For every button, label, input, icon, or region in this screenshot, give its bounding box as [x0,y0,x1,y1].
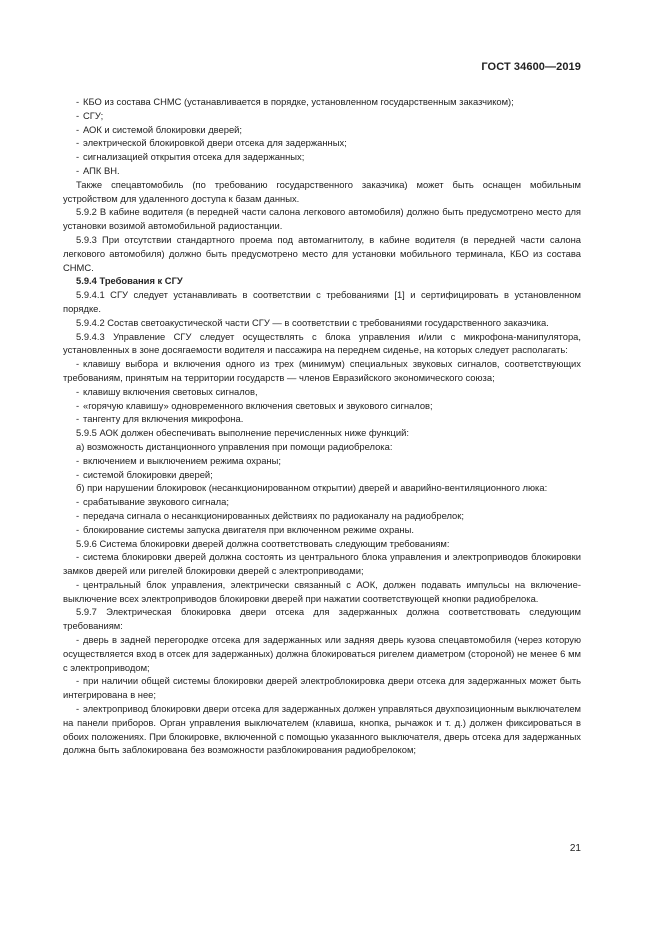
list-item-text: при наличии общей системы блокировки дверей электроблокировка двери отсека для задержанных может быть интегрирована в нее; [63,675,581,701]
list-dash: - [76,109,80,121]
list-dash: - [76,151,80,163]
list-dash: - [76,468,80,480]
paragraph: 5.9.7 Электрическая блокировка двери отсека для задержанных должна соответствовать следующим требованиям: [63,606,581,632]
list-item [63,550,581,578]
list-item [63,399,581,413]
list-item [63,674,581,702]
list-item [63,164,581,178]
list-item-text: передача сигнала о несанкционированных действиях по радиоканалу на радиобрелок; [83,509,464,521]
list-dash: - [76,454,80,466]
list-item [63,633,581,674]
paragraph: 5.9.2 В кабине водителя (в передней части салона легкового автомобиля) должно быть предусмотрено место для установки возимой автомобильной радиостанции. [63,206,581,232]
paragraph: б) при нарушении блокировок (несанкционированном открытии) дверей и аварийно-вентиляционного люка: [76,482,548,494]
list-dash: - [76,578,80,590]
list-item-text: клавишу включения световых сигналов, [83,385,258,397]
paragraph: 5.9.3 При отсутствии стандартного проема под автомагнитолу, в кабине водителя (в передней части салона легкового автомобиля) должно быть предусмотрено место для установки мобильного терминала, КБО из состава СНМС. [63,233,581,273]
list-item-text: срабатывание звукового сигнала; [83,496,229,508]
list-item-text: сигнализацией открытия отсека для задержанных; [83,151,305,163]
list-dash: - [76,634,80,646]
list-dash: - [76,703,80,715]
paragraph: 5.9.6 Система блокировки дверей должна соответствовать следующим требованиям: [76,537,450,549]
standard-header: ГОСТ 34600—2019 [481,61,581,73]
list-dash: - [76,675,80,687]
list-item-text: блокирование системы запуска двигателя при включенном режиме охраны. [83,523,414,535]
list-item [63,578,581,606]
list-dash: - [76,164,80,176]
list-item-text: клавишу выбора и включения одного из трех (минимум) специальных звуковых сигналов, соответствующих требованиям, принятым на территории государств — членов Евразийского экономического союза; [63,358,581,383]
list-item [63,95,581,109]
list-item [63,123,581,137]
list-dash: - [76,509,80,521]
paragraph: а) возможность дистанционного управления при помощи радиобрелока: [76,440,393,452]
list-item-text: «горячую клавишу» одновременного включения световых и звукового сигналов; [83,399,433,411]
paragraph: 5.9.5 АОК должен обеспечивать выполнение перечисленных ниже функций: [76,427,409,439]
paragraph: Также спецавтомобиль (по требованию государственного заказчика) может быть оснащен мобильным устройством для удаленного доступа к базам данных. [63,178,581,204]
list-item [63,357,581,385]
list-dash: - [76,96,80,107]
list-item-text: тангенту для включения микрофона. [83,413,244,425]
list-dash: - [76,551,80,563]
list-item [63,495,581,509]
list-item [63,468,581,482]
list-dash: - [76,523,80,535]
list-item [63,523,581,537]
list-item [63,136,581,150]
paragraph: 5.9.4.2 Состав светоакустической части СГУ — в соответствии с требованиями государственного заказчика. [76,316,549,328]
list-dash: - [76,496,80,508]
list-item-text: система блокировки дверей должна состоять из центрального блока управления и электроприводов блокировки замков дверей или ригелей блокировки дверей с электроприводами; [63,551,581,577]
list-item-text: СГУ; [83,109,104,121]
list-dash: - [76,123,80,135]
list-dash: - [76,385,80,397]
list-dash: - [76,137,80,149]
list-item-text: электрической блокировкой двери отсека для задержанных; [83,137,347,149]
document-body [63,95,581,757]
list-item [63,454,581,468]
list-item-text: АПК ВН. [83,164,120,176]
list-item [63,385,581,399]
list-item-text: системой блокировки дверей; [83,468,213,480]
list-item [63,150,581,164]
list-dash: - [76,399,80,411]
list-dash: - [76,413,80,425]
paragraph: 5.9.4.1 СГУ следует устанавливать в соответствии с требованиями [1] и сертифицировать в установленном порядке. [63,289,581,314]
list-item-text: дверь в задней перегородке отсека для задержанных или задняя дверь кузова спецавтомобиля (через которую осуществляется вход в отсек для задержанных) должна блокироваться ригелем диаметром (стороной) не менее 6 мм с электроприводом; [63,634,581,673]
list-item-text: включением и выключением режима охраны; [83,454,281,466]
list-item [63,412,581,426]
page-number: 21 [569,843,581,854]
list-item-text: электропривод блокировки двери отсека для задержанных должен управляться двухпозиционным выключателем на панели приборов. Орган управления выключателем (клавиша, кнопка, рычажок и т. д.) должен фиксироваться в обоих положениях. При блокировке, включенной с помощью указанного выключателя, дверь отсека для задержанных должна быть заблокирована без возможности разблокирования радиобрелоком; [63,703,581,756]
list-item-text: центральный блок управления, электрически связанный с АОК, должен подавать импульсы на включение-выключение всех электроприводов блокировки дверей при нажатии соответствующей кнопки радиобрелока. [63,578,581,604]
list-item-text: КБО из состава СНМС (устанавливается в порядке, установленном государственным заказчиком); [83,96,514,107]
paragraph: 5.9.4.3 Управление СГУ следует осуществлять с блока управления и/или с микрофона-манипулятора, установленных в зоне досягаемости водителя и пассажира на переднем сиденье, на которых следует располагать: [63,330,581,356]
list-item [63,109,581,123]
list-dash: - [76,358,80,370]
list-item [63,702,581,757]
list-item-text: АОК и системой блокировки дверей; [83,123,243,135]
list-item [63,509,581,523]
section-heading: 5.9.4 Требования к СГУ [76,275,183,287]
